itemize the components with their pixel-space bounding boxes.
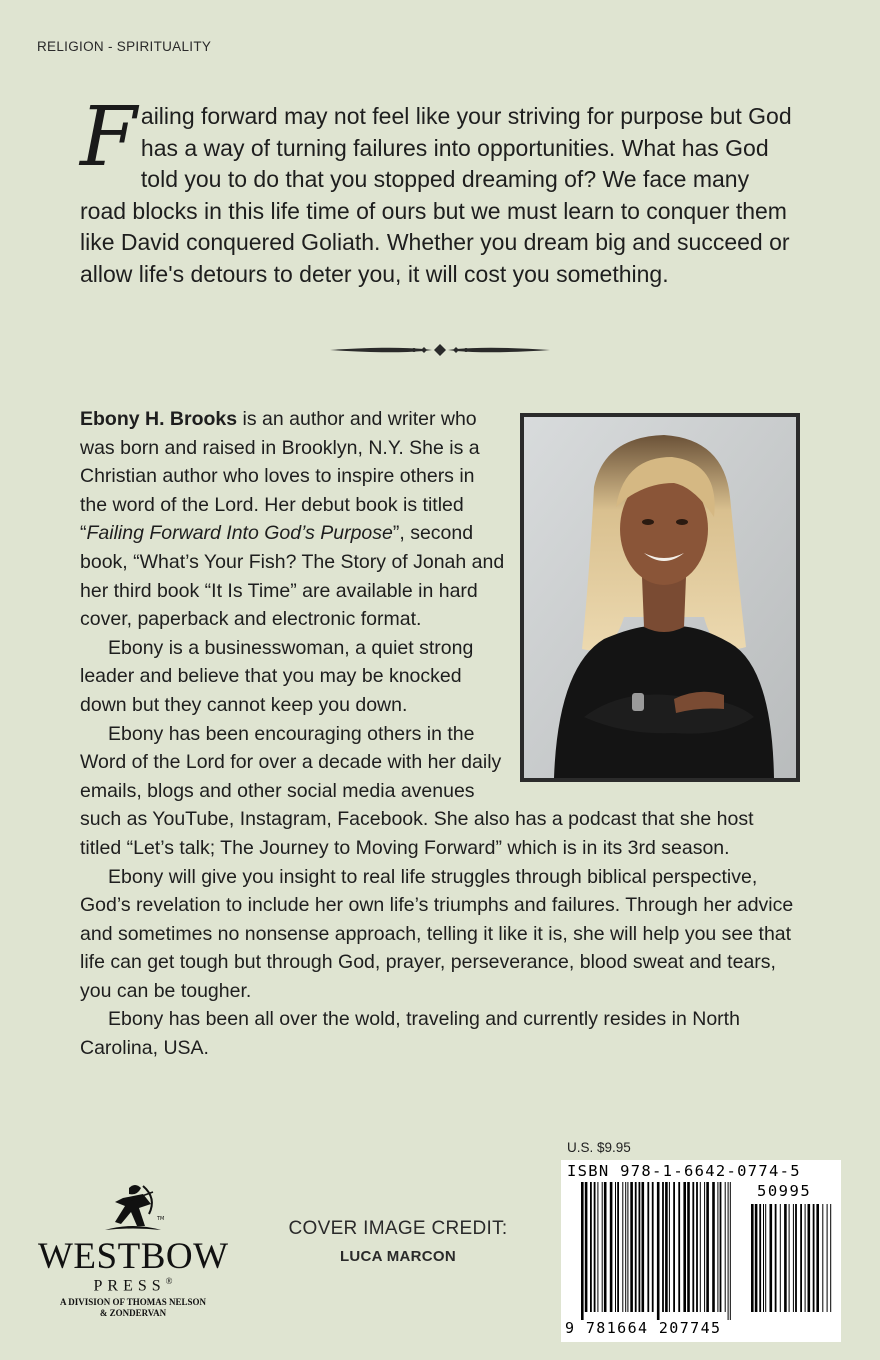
book-title: Failing Forward Into God’s Purpose [86, 522, 393, 545]
addon-code-text: 50995 [757, 1182, 812, 1200]
publisher-name: WESTBOW [38, 1236, 229, 1277]
cover-blurb [80, 90, 800, 290]
division-line-1: A DIVISION OF THOMAS NELSON [59, 1297, 207, 1308]
price-label: U.S. $9.95 [567, 1140, 631, 1155]
division-line-2: & ZONDERVAN [99, 1308, 167, 1319]
bio-paragraph-2: Ebony is a businesswoman, a quiet strong leader and believe that you may be knocked down but they cannot keep you down. [80, 636, 474, 716]
drop-cap: F [80, 90, 137, 185]
blurb-text: ailing forward may not feel like your striving for purpose but God has a way of turning failures into opportunities. What has God told you to do that you stopped dreaming of? We face many road blocks in this life time of ours but we must learn to conquer them like David conquered Goliath. Whether you dream big and succeed or allow life's detours to deter you, it will cost you something. [80, 103, 792, 287]
author-portrait-image [524, 417, 796, 778]
registered-mark: ® [165, 1276, 173, 1286]
isbn-text: ISBN 978-1-6642-0774-5 [567, 1162, 801, 1180]
cover-image-credit [288, 1218, 508, 1265]
bio-paragraph-3: Ebony has been encouraging others in the Word of the Lord for over a decade with her daily emails, blogs and other social media avenues such as YouTube, Instagram, Facebook. She also has a podcast that she host titled “Let’s talk; The Journey to Moving Forward” which is in its 3rd season. [80, 722, 754, 859]
author-name: Ebony H. Brooks [80, 408, 238, 430]
ornament-divider-icon [328, 339, 552, 361]
publisher-logo [38, 1180, 228, 1319]
publisher-press: PRESS® [93, 1276, 173, 1295]
bio-paragraph-5: Ebony has been all over the wold, traveling and currently resides in North Carolina, USA. [80, 1008, 740, 1060]
bio-text-1b: ”, second book, “What’s Your Fish? The Story of Jonah and her third book “It Is Time” are available in hard cover, paperback and electronic format. [80, 522, 505, 631]
credit-name: LUCA MARCON [339, 1248, 457, 1265]
author-photo [520, 413, 800, 782]
credit-label: COVER IMAGE CREDIT: [288, 1218, 508, 1239]
isbn-barcode [561, 1160, 841, 1342]
svg-text:TM: TM [157, 1216, 165, 1222]
publisher-division [38, 1297, 228, 1319]
ean-digits: 9 781664 207745 [565, 1319, 722, 1337]
archer-logo-icon [93, 1180, 173, 1238]
bio-text-1a: is an author and writer who was born and raised in Brooklyn, N.Y. She is a Christian author who loves to inspire others in the word of the Lord. Her debut book is titled “ [80, 408, 480, 545]
author-bio [80, 405, 800, 1063]
category-label: RELIGION - SPIRITUALITY [37, 39, 212, 54]
bio-paragraph-4: Ebony will give you insight to real life struggles through biblical perspective, God’s revelation to include her own life’s triumphs and failures. Through her advice and sometimes no nonsense approach, telling it like it is, she will help you see that life can get tough but through God, prayer, perseverance, blood sweat and tears, you can be tougher. [80, 865, 794, 1002]
barcode-bars-icon [561, 1160, 841, 1342]
